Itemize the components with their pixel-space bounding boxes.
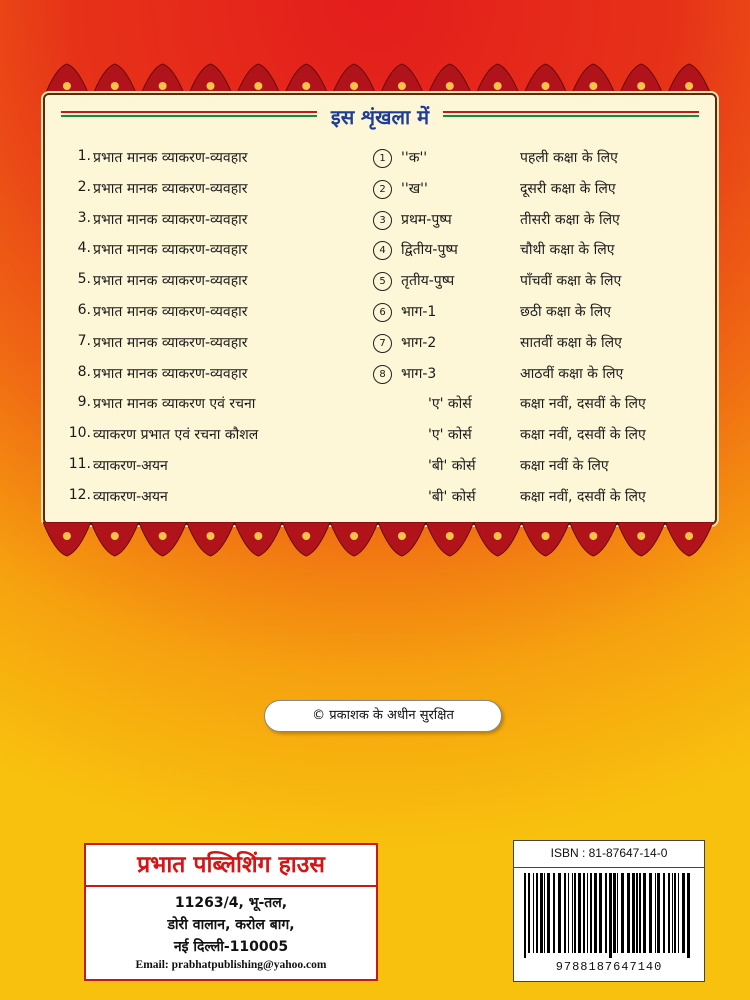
publisher-address-line1: 11263/4, भू-तल,: [174, 895, 288, 911]
isbn-label: ISBN : 81-87647-14-0: [550, 846, 668, 860]
publisher-name: प्रभात पब्लिशिंग हाउस: [86, 845, 376, 887]
scallop-dot: [637, 532, 645, 540]
series-row: [45, 235, 715, 266]
barcode-bar: [540, 873, 543, 953]
barcode-bar: [568, 873, 569, 953]
series-row: [45, 297, 715, 328]
copyright-notice: © प्रकाशक के अधीन सुरक्षित: [264, 700, 502, 732]
barcode-bar: [682, 873, 685, 953]
barcode-bar: [528, 873, 530, 953]
barcode-bar: [627, 873, 630, 953]
scallop-dot: [302, 532, 310, 540]
publisher-email: Email: prabhatpublishing@yahoo.com: [135, 959, 327, 971]
scallop-dot: [350, 532, 358, 540]
row-number: 2.: [77, 178, 91, 195]
barcode-bar: [678, 873, 679, 953]
barcode-bar: [674, 873, 676, 953]
barcode-bar: [558, 873, 561, 953]
barcode-bar: [668, 873, 670, 953]
barcode-bar: [632, 873, 635, 953]
barcode-bar: [590, 873, 592, 953]
class-level: तीसरी कक्षा के लिए: [520, 211, 620, 228]
barcode-bar: [524, 873, 526, 958]
barcode-bar: [599, 873, 602, 953]
class-level: छठी कक्षा के लिए: [520, 303, 611, 320]
scallop-dot: [542, 532, 550, 540]
class-level: कक्षा नवीं, दसवीं के लिए: [520, 488, 646, 505]
series-row: [45, 389, 715, 420]
scallop-dot: [494, 532, 502, 540]
book-title: प्रभात मानक व्याकरण-व्यवहार: [93, 180, 248, 197]
book-course: 'बी' कोर्स: [428, 457, 476, 474]
barcode-number: 9788187647140: [555, 960, 663, 974]
isbn-divider: [514, 867, 704, 868]
book-part: भाग-3: [401, 365, 437, 382]
row-number: 5.: [77, 271, 91, 288]
book-course: 'ए' कोर्स: [428, 396, 472, 413]
scallop-dot: [542, 82, 550, 90]
book-title: प्रभात मानक व्याकरण-व्यवहार: [93, 273, 248, 290]
scallop-dot: [207, 532, 215, 540]
barcode-bar: [657, 873, 660, 953]
scallop-dot: [685, 532, 693, 540]
series-row: [45, 328, 715, 359]
scallop-dot: [302, 82, 310, 90]
row-number: 9.: [77, 394, 91, 411]
barcode-bar: [564, 873, 566, 953]
class-level: कक्षा नवीं, दसवीं के लिए: [520, 396, 646, 413]
part-number-circle: 5: [373, 272, 392, 291]
book-title: व्याकरण-अयन: [93, 457, 168, 474]
book-course: 'ए' कोर्स: [428, 427, 472, 444]
scallop-dot: [494, 82, 502, 90]
book-part: भाग-2: [401, 334, 437, 351]
part-number-circle: 4: [373, 241, 392, 260]
book-title: प्रभात मानक व्याकरण-व्यवहार: [93, 365, 248, 382]
series-title: इस शृंखला में: [45, 103, 715, 130]
book-part: तृतीय-पुष्प: [401, 273, 455, 290]
publisher-box: [84, 843, 378, 981]
barcode-bar: [572, 873, 573, 953]
row-number: 8.: [77, 363, 91, 380]
series-list: [45, 143, 715, 513]
book-part: ''ख'': [401, 180, 428, 197]
barcode-bar: [583, 873, 585, 953]
book-title: व्याकरण प्रभात एवं रचना कौशल: [93, 427, 259, 444]
barcode-bar: [544, 873, 545, 953]
scallop-dot: [398, 82, 406, 90]
series-row: [45, 205, 715, 236]
isbn-barcode-box: [513, 840, 705, 982]
class-level: कक्षा नवीं, दसवीं के लिए: [520, 427, 646, 444]
series-list-panel: [43, 93, 717, 525]
part-number-circle: 1: [373, 149, 392, 168]
barcode-bar: [613, 873, 616, 953]
class-level: चौथी कक्षा के लिए: [520, 242, 615, 259]
scallop-dot: [159, 82, 167, 90]
book-title: प्रभात मानक व्याकरण-व्यवहार: [93, 334, 248, 351]
barcode-bar: [574, 873, 576, 953]
scallop-dot: [637, 82, 645, 90]
part-number-circle: 7: [373, 334, 392, 353]
barcode-image: [522, 873, 696, 958]
book-part: ''क'': [401, 150, 428, 166]
part-number-circle: 3: [373, 211, 392, 230]
part-number-circle: 6: [373, 303, 392, 322]
barcode-bar: [639, 873, 641, 953]
barcode-bar: [587, 873, 588, 953]
scallop-dot: [63, 82, 71, 90]
book-part: भाग-1: [401, 303, 437, 320]
row-number: 1.: [77, 148, 91, 164]
scallop-dot: [63, 532, 71, 540]
part-number-circle: 8: [373, 365, 392, 384]
barcode-bar: [617, 873, 618, 953]
series-row: [45, 451, 715, 482]
series-row: [45, 420, 715, 451]
class-level: दूसरी कक्षा के लिए: [520, 180, 616, 197]
scallop-dot: [446, 82, 454, 90]
barcode-bar: [621, 873, 624, 953]
book-course: 'बी' कोर्स: [428, 488, 476, 505]
book-title: व्याकरण-अयन: [93, 488, 168, 505]
row-number: 10.: [68, 425, 91, 442]
series-row: [45, 143, 715, 174]
barcode-bar: [687, 873, 690, 958]
scallop-dot: [111, 532, 119, 540]
scallop-dot: [254, 532, 262, 540]
scallop-dot: [446, 532, 454, 540]
barcode-bar: [636, 873, 638, 953]
barcode-bar: [605, 873, 607, 953]
series-row: [45, 174, 715, 205]
class-level: पहली कक्षा के लिए: [520, 150, 618, 166]
class-level: सातवीं कक्षा के लिए: [520, 334, 622, 351]
publisher-address-line3: नई दिल्ली-110005: [173, 939, 289, 955]
barcode-bar: [655, 873, 656, 953]
row-number: 4.: [77, 240, 91, 257]
barcode-bar: [578, 873, 581, 953]
book-title: प्रभात मानक व्याकरण एवं रचना: [93, 396, 256, 413]
barcode-bar: [643, 873, 646, 953]
series-row: [45, 482, 715, 513]
row-number: 7.: [77, 332, 91, 349]
scallop-dot: [398, 532, 406, 540]
barcode-bar: [553, 873, 555, 953]
scallop-dot: [207, 82, 215, 90]
barcode-bar: [663, 873, 665, 953]
book-title: प्रभात मानक व्याकरण-व्यवहार: [93, 242, 248, 259]
class-level: पाँचवीं कक्षा के लिए: [520, 273, 622, 290]
row-number: 12.: [68, 486, 91, 503]
book-title: प्रभात मानक व्याकरण-व्यवहार: [93, 303, 248, 320]
row-number: 11.: [68, 455, 91, 472]
series-row: [45, 266, 715, 297]
scallop-dot: [254, 82, 262, 90]
class-level: आठवीं कक्षा के लिए: [520, 365, 624, 382]
barcode-bar: [609, 873, 612, 958]
book-part: द्वितीय-पुष्प: [401, 242, 458, 259]
scallop-dot: [159, 532, 167, 540]
part-number-circle: 2: [373, 180, 392, 199]
book-title: प्रभात मानक व्याकरण-व्यवहार: [93, 150, 248, 166]
scallop-dot: [589, 82, 597, 90]
publisher-address-line2: डोरी वालान, करोल बाग,: [167, 917, 295, 933]
scallop-dot: [589, 532, 597, 540]
class-level: कक्षा नवीं के लिए: [520, 457, 609, 474]
book-part: प्रथम-पुष्प: [401, 211, 452, 228]
scallop-dot: [685, 82, 693, 90]
scallop-dot: [350, 82, 358, 90]
series-row: [45, 359, 715, 390]
row-number: 6.: [77, 301, 91, 318]
barcode-bar: [672, 873, 673, 953]
bottom-ornament-border: [43, 522, 713, 562]
row-number: 3.: [77, 209, 91, 226]
barcode-bar: [594, 873, 597, 953]
book-title: प्रभात मानक व्याकरण-व्यवहार: [93, 211, 248, 228]
barcode-bar: [533, 873, 534, 953]
barcode-bar: [547, 873, 550, 953]
scallop-dot: [111, 82, 119, 90]
barcode-bar: [536, 873, 538, 953]
barcode-bar: [649, 873, 652, 953]
